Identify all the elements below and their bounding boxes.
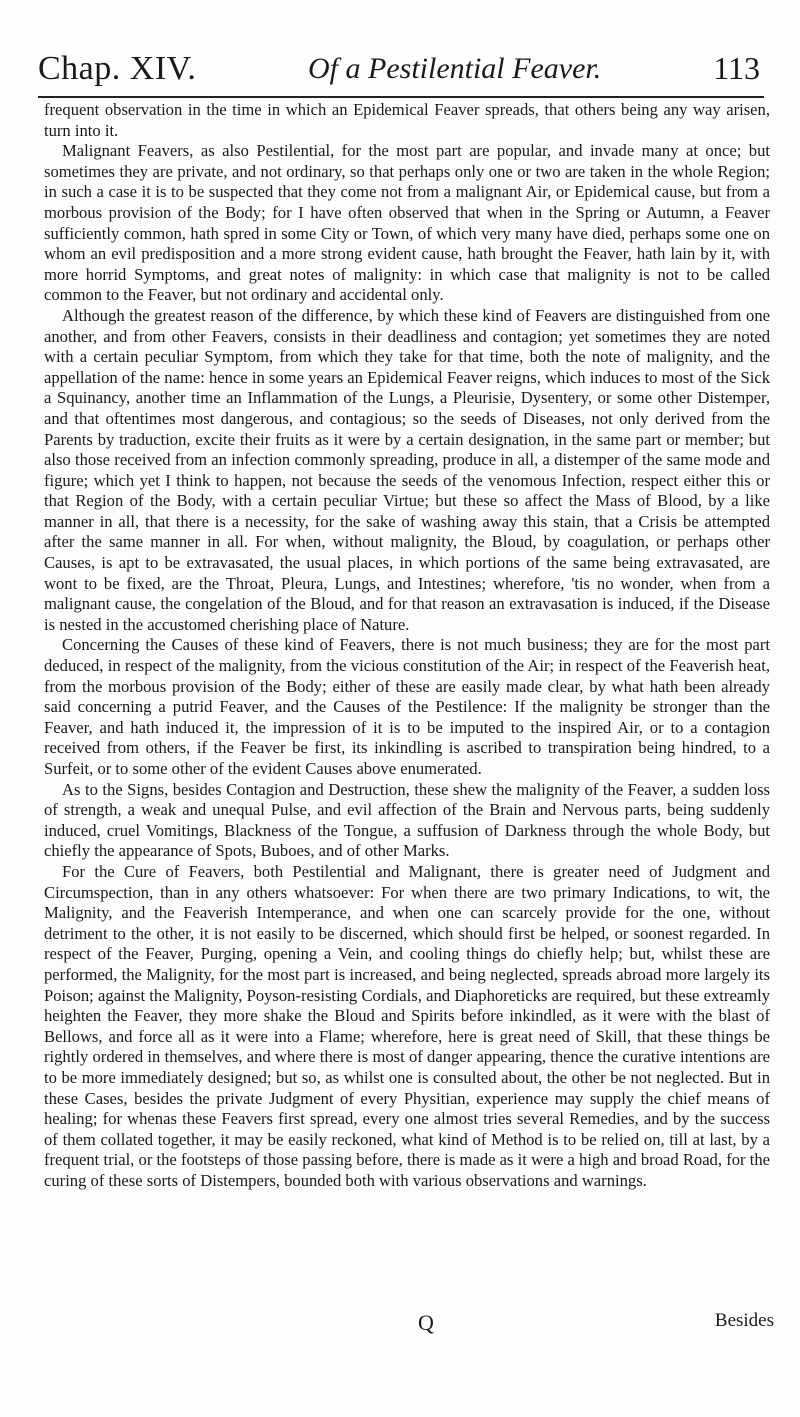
paragraph-continuation: frequent observation in the time in which an Epidemical Feaver spreads, that others being any way arisen, turn into it. [44, 100, 770, 140]
chapter-label: Chap. XIV. [38, 50, 197, 87]
paragraph-cure: For the Cure of Feavers, both Pestilential and Malignant, there is greater need of Judgment and Circumspection, than in any others whatsoever: For when there are two primary Indications, to wit, the Malignity, and the Feaverish Intemperance, and when one can scarcely provide for the one, without detriment to the other, it is not easily to be discerned, which should first be helped, or soonest regarded. In respect of the Feaver, Purging, opening a Vein, and cooling things do chiefly help; but, whilst these are performed, the Malignity, for the most part is increased, and being neglected, spreads abroad more largely its Poison; against the Malignity, Poyson-resisting Cordials, and Diaphoreticks are required, but these extreamly heighten the Feaver, they more shake the Bloud and Spirits before inkindled, as it were with the blast of Bellows, and force all as it were into a Flame; wherefore, here is great need of Skill, that these things be rightly ordered in themselves, and where there is most of danger appearing, thence the curative intentions are to be more immediately designed; but so, as whilst one is consulted about, the other be not neglected. But in these Cases, besides the private Judgment of every Physitian, experience may supply the chief means of healing; for whenas these Feavers first spread, every one almost tries several Remedies, and by the success of them collated together, it may be easily reckoned, what kind of Method is to be relied on, till at last, by a frequent trial, or the footsteps of those passing before, there is made as it were a high and broad Road, for the curing of these sorts of Distempers, bounded both with various observations and warnings. [44, 861, 770, 1190]
running-header [38, 46, 764, 98]
catchword: Besides [714, 1310, 774, 1331]
signature-mark: Q [418, 1310, 434, 1335]
paragraph-causes: Concerning the Causes of these kind of Feavers, there is not much business; they are for the most part deduced, in respect of the malignity, from the vicious constitution of the Air; in respect of the Feaverish heat, from the morbous provision of the Body; either of these are easily made clear, by what hath been already said concerning a putrid Feaver, and the Causes of the Pestilence: If the malignity be stronger than the Feaver, and hath induced it, the impression of it is to be imputed to the inspired Air, or to a contagion received from others, if the Feaver be first, its inkindling is ascribed to transpiration being hindred, to a Surfeit, or to some other of the evident Causes above enumerated. [44, 635, 770, 778]
body-text [44, 100, 770, 1191]
page-number: 113 [713, 50, 760, 86]
page-footer [44, 1306, 774, 1336]
paragraph-signs: As to the Signs, besides Contagion and Destruction, these shew the malignity of the Feaver, a sudden loss of strength, a weak and unequal Pulse, and evil affection of the Brain and Nervous parts, being suddenly induced, cruel Vomitings, Blackness of the Tongue, a suffusion of Darkness through the whole Body, but chiefly the appearance of Spots, Buboes, and of other Marks. [44, 779, 770, 861]
running-title: Of a Pestilential Feaver. [308, 52, 602, 85]
paragraph-malignant-feavers: Malignant Feavers, as also Pestilential, for the most part are popular, and invade many at once; but sometimes they are private, and not ordinary, so that perhaps only one or two are taken in the whole Region; in such a case it is to be suspected that they come not from a malignant Air, or Epidemical cause, but from a morbous provision of the Body; for I have often observed that when in the Spring or Autumn, a Feaver sufficiently common, hath spred in some City or Town, of which very many have died, perhaps some one on whom an evil predisposition and a more strong evident cause, hath brought the Feaver, hath lain by it, with more horrid Symptoms, and great notes of malignity: in which case that malignity is not to be called common to the Feaver, but not ordinary and accidental only. [44, 141, 770, 305]
paragraph-difference: Although the greatest reason of the difference, by which these kind of Feavers are distinguished from one another, and from other Feavers, consists in their deadliness and contagion; yet sometimes they are noted with a certain peculiar Symptom, from which they take for that time, both the note of malignity, and the appellation of the name: hence in some years an Epidemical Feaver reigns, which induces to most of the Sick a Squinancy, another time an Inflammation of the Lungs, a Pleurisie, Dysentery, or some other Distemper, and that oftentimes most dangerous, and contagious; so the seeds of Diseases, not only derived from the Parents by traduction, excite their fruits as it were by a certain designation, in the same part or member; but also those received from an infection commonly spreading, produce in all, a distemper of the same mode and figure; which yet I think to happen, not because the seeds of the venomous Infection, respect either this or that Region of the Body, with a certain peculiar Virtue; but these so affect the Mass of Blood, by a like manner in all, that there is a necessity, for the sake of washing away this stain, that a Crisis be attempted after the same manner in all. For when, without malignity, the Bloud, by coagulation, or perhaps other Causes, is apt to be extravasated, the usual places, in which portions of the same being extravasated, are wont to be fixed, are the Throat, Pleura, Lungs, and Intestines; wherefore, 'tis no wonder, when from a malignant cause, the congelation of the Bloud, and for that reason an extravasation is induced, if the Disease is nested in the accustomed cherishing place of Nature. [44, 305, 770, 634]
